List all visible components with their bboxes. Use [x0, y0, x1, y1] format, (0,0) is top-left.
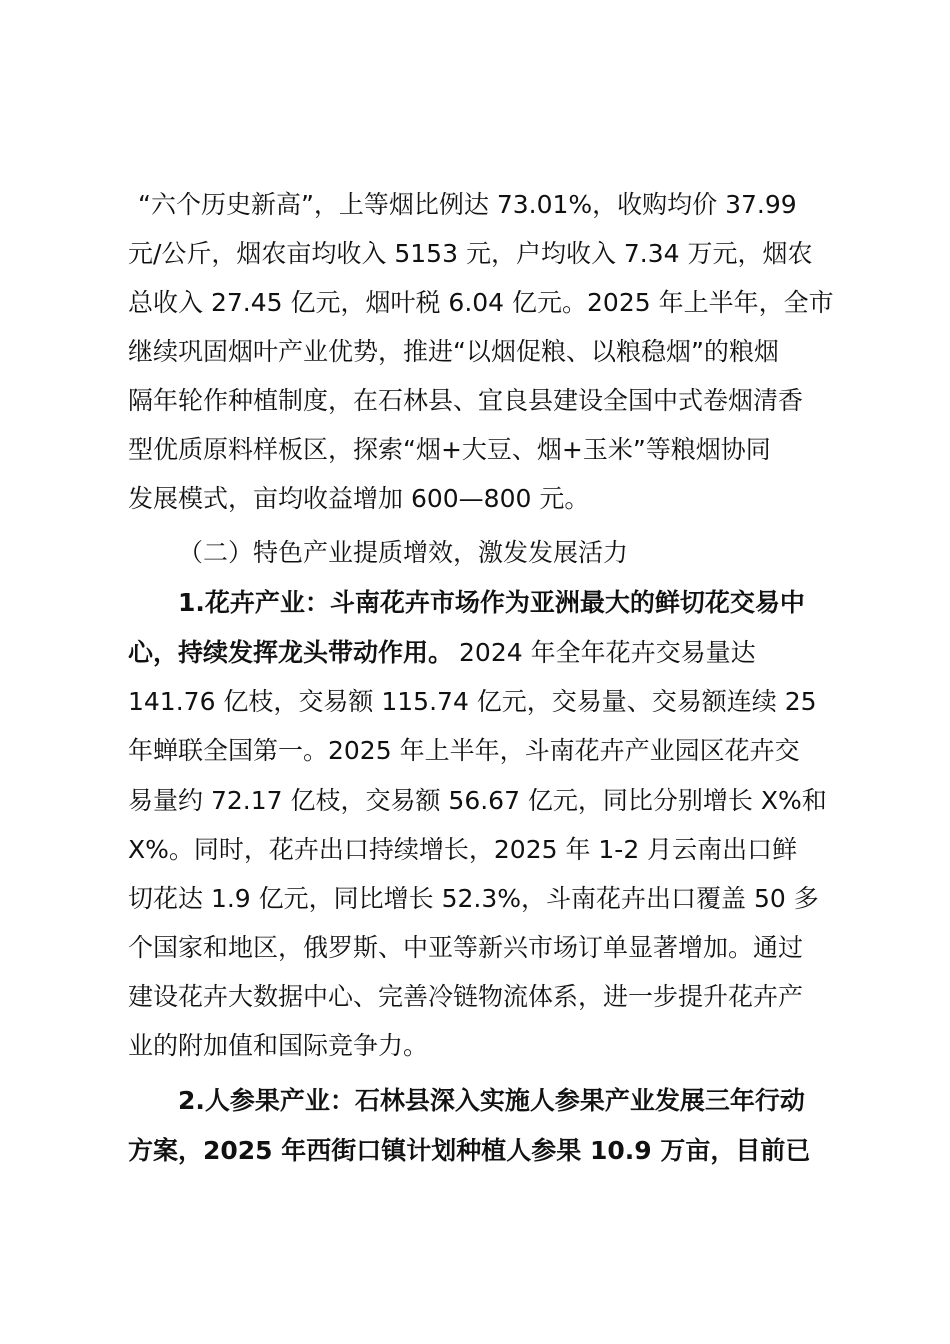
text-line: 141.76 亿枝，交易额 115.74 亿元，交易量、交易额连续 25 — [128, 687, 817, 716]
text-line: 元/公斤，烟农亩均收入 5153 元，户均收入 7.34 万元，烟农 — [128, 239, 813, 268]
text-line: 易量约 72.17 亿枝，交易额 56.67 亿元，同比分别增长 X%和 — [128, 786, 827, 815]
text-line: 个国家和地区，俄罗斯、中亚等新兴市场订单显著增加。通过 — [128, 933, 804, 962]
text-span: 2024 年全年花卉交易量达 — [459, 638, 756, 667]
text-line: 建设花卉大数据中心、完善冷链物流体系，进一步提升花卉产 — [128, 982, 804, 1011]
text-line: 业的附加值和国际竞争力。 — [128, 1031, 429, 1060]
text-line: 隔年轮作种植制度，在石林县、宜良县建设全国中式卷烟清香 — [128, 386, 804, 415]
text-line: 继续巩固烟叶产业优势，推进“以烟促粮、以粮稳烟”的粮烟 — [128, 337, 779, 366]
bold-lead-line: 2.人参果产业：石林县深入实施人参果产业发展三年行动 — [178, 1086, 805, 1115]
text-line: X%。同时，花卉出口持续增长，2025 年 1-2 月云南出口鲜 — [128, 835, 798, 864]
text-line: 型优质原料样板区，探索“烟+大豆、烟+玉米”等粮烟协同 — [128, 435, 771, 464]
bold-lead-text: 心，持续发挥龙头带动作用。 — [128, 638, 454, 667]
text-line: 发展模式，亩均收益增加 600—800 元。 — [128, 484, 590, 513]
text-line: 年蝉联全国第一。2025 年上半年，斗南花卉产业园区花卉交 — [128, 736, 800, 765]
bold-lead-line: 方案，2025 年西街口镇计划种植人参果 10.9 万亩，目前已 — [128, 1136, 811, 1165]
section-heading: （二）特色产业提质增效，激发发展活力 — [178, 538, 629, 567]
text-line: “六个历史新高”，上等烟比例达 73.01%，收购均价 37.99 — [138, 190, 797, 219]
text-line: 总收入 27.45 亿元，烟叶税 6.04 亿元。2025 年上半年，全市 — [128, 288, 834, 317]
text-line: 切花达 1.9 亿元，同比增长 52.3%，斗南花卉出口覆盖 50 多 — [128, 884, 819, 913]
bold-lead-line: 1.花卉产业：斗南花卉市场作为亚洲最大的鲜切花交易中 — [178, 588, 805, 617]
text-line — [128, 628, 756, 678]
